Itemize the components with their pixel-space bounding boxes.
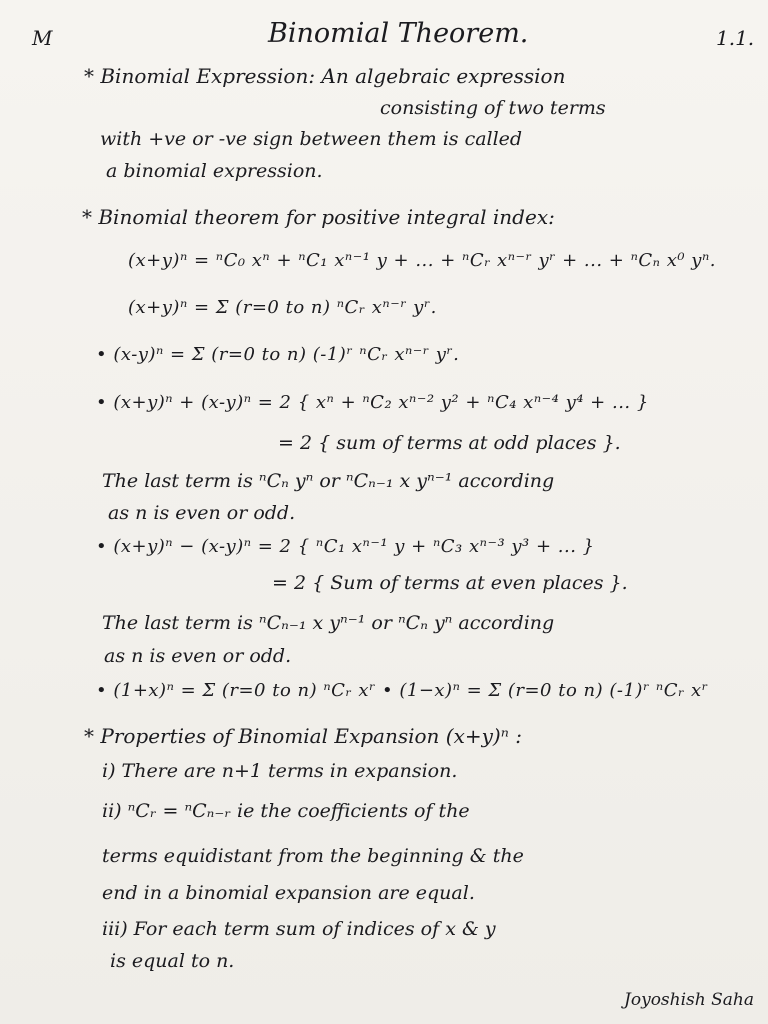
text-line: = 2 { Sum of terms at even places }. (272, 572, 628, 594)
text-line: consisting of two terms (380, 97, 606, 119)
formula-one-plus-minus-x: • (1+x)ⁿ = Σ (r=0 to n) ⁿCᵣ xʳ • (1−x)ⁿ = Σ (r=0 to n) (-1)ʳ ⁿCᵣ xʳ (96, 680, 709, 701)
text-line: end in a binomial expansion are equal. (102, 882, 475, 904)
text-line: terms equidistant from the beginning & the (102, 845, 524, 867)
text-line: is equal to n. (110, 950, 235, 972)
heading-properties: * Properties of Binomial Expansion (x+y)ⁿ : (84, 724, 522, 748)
header-left-mark: M (32, 26, 53, 50)
page-title: Binomial Theorem. (268, 18, 529, 49)
text-line: as n is even or odd. (104, 645, 292, 667)
text-line: as n is even or odd. (108, 502, 296, 524)
property-i: i) There are n+1 terms in expansion. (102, 760, 458, 782)
text-line: a binomial expression. (106, 160, 323, 182)
heading-binomial-expression: * Binomial Expression: An algebraic expression (84, 64, 566, 88)
property-iii: iii) For each term sum of indices of x & y (102, 918, 496, 940)
formula-sigma: (x+y)ⁿ = Σ (r=0 to n) ⁿCᵣ xⁿ⁻ʳ yʳ. (128, 297, 437, 318)
heading-binomial-theorem: * Binomial theorem for positive integral index: (82, 205, 555, 229)
text-line: The last term is ⁿCₙ₋₁ x yⁿ⁻¹ or ⁿCₙ yⁿ according (102, 612, 555, 634)
formula-sum-odd: • (x+y)ⁿ + (x-y)ⁿ = 2 { xⁿ + ⁿC₂ xⁿ⁻² y² + ⁿC₄ xⁿ⁻⁴ y⁴ + ... } (96, 392, 649, 413)
property-ii: ii) ⁿCᵣ = ⁿCₙ₋ᵣ ie the coefficients of the (102, 800, 470, 822)
formula-diff-even: • (x+y)ⁿ − (x-y)ⁿ = 2 { ⁿC₁ xⁿ⁻¹ y + ⁿC₃ xⁿ⁻³ y³ + ... } (96, 536, 595, 557)
text-line: with +ve or -ve sign between them is called (100, 128, 523, 150)
author-signature: Joyoshish Saha (624, 990, 754, 1010)
text-line: The last term is ⁿCₙ yⁿ or ⁿCₙ₋₁ x yⁿ⁻¹ according (102, 470, 555, 492)
page-number: 1.1. (716, 26, 755, 50)
formula-expansion: (x+y)ⁿ = ⁿC₀ xⁿ + ⁿC₁ xⁿ⁻¹ y + ... + ⁿCᵣ xⁿ⁻ʳ yʳ + ... + ⁿCₙ x⁰ yⁿ. (128, 250, 716, 271)
formula-x-minus-y: • (x-y)ⁿ = Σ (r=0 to n) (-1)ʳ ⁿCᵣ xⁿ⁻ʳ yʳ. (96, 344, 460, 365)
text-line: = 2 { sum of terms at odd places }. (278, 432, 621, 454)
